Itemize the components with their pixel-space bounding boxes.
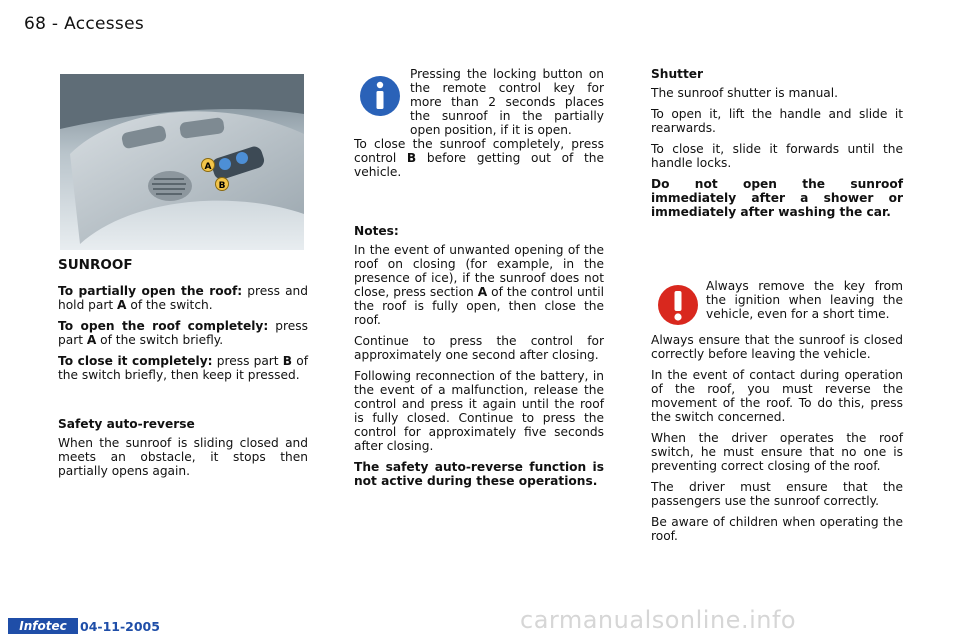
shutter-p3: To close it, slide it forwards until the handle locks.: [651, 142, 903, 170]
info-icon: [354, 70, 406, 122]
photo-label-b: B: [218, 181, 226, 191]
warning-p6: Be aware of children when operating the roof.: [651, 515, 903, 543]
warning-text-top: [706, 279, 903, 328]
shutter-warning-text: Do not open the sunroof immediately after a shower or immediately after washing the car.: [651, 177, 903, 219]
warning-section: [651, 333, 903, 550]
shutter-warning: [651, 177, 903, 226]
warning-icon: [652, 279, 704, 331]
close-text: To close the sunroof completely, press control B before getting out of the vehicle.: [354, 137, 604, 179]
shutter-p1: The sunroof shutter is manual.: [651, 86, 839, 100]
page-header: 68 - Accesses: [24, 14, 144, 34]
column-1: [58, 258, 308, 389]
info-text-top: [410, 67, 604, 144]
notes-title: Notes:: [354, 224, 399, 238]
shutter-section: [651, 67, 903, 177]
notes-p2: Continue to press the control for approximately one second after closing.: [354, 334, 604, 362]
section-title-sunroof: SUNROOF: [58, 257, 133, 273]
notes-p1: In the event of unwanted opening of the roof on closing (for example, in the presence of ice), if the sunroof does not close, press section A of the control until the roof is fully open, then close the roof.: [354, 243, 604, 327]
info-text-1: Pressing the locking button on the remote control key for more than 2 seconds places the sunroof in the partially open position, if it is open.: [410, 67, 604, 137]
sunroof-switch-photo: [60, 74, 304, 250]
notes-warning: The safety auto-reverse function is not active during these operations.: [354, 460, 604, 488]
notes-p3: Following reconnection of the battery, in the event of a malfunction, release the control and press it again until the roof is fully closed. Continue to press the control for approximately five seconds after closing.: [354, 369, 604, 453]
photo-label-a: A: [204, 162, 212, 172]
shutter-p2: To open it, lift the handle and slide it rearwards.: [651, 107, 903, 135]
shutter-title: Shutter: [651, 67, 704, 81]
warning-p2: Always ensure that the sunroof is closed correctly before leaving the vehicle.: [651, 333, 903, 361]
safety-title: Safety auto-reverse: [58, 417, 195, 431]
safety-text: When the sunroof is sliding closed and meets an obstacle, it stops then partially opens again.: [58, 436, 308, 478]
notes-section: [354, 224, 604, 495]
warning-p3: In the event of contact during operation of the roof, you must reverse the movement of the roof. To do this, press the switch concerned.: [651, 368, 903, 424]
paragraph-full-open: To open the roof completely: press part A of the switch briefly.: [58, 319, 308, 347]
close-before-exit: [354, 137, 604, 186]
warning-p4: When the driver operates the roof switch, he must ensure that no one is preventing correct closing of the roof.: [651, 431, 903, 473]
watermark: carmanualsonline.info: [520, 606, 797, 634]
warning-p5: The driver must ensure that the passengers use the sunroof correctly.: [651, 480, 903, 508]
warning-text-1: Always remove the key from the ignition when leaving the vehicle, even for a short time.: [706, 279, 903, 321]
footer-date: 04-11-2005: [80, 619, 160, 634]
paragraph-partial-open: To partially open the roof: press and hold part A of the switch.: [58, 284, 308, 312]
safety-section: [58, 417, 308, 485]
paragraph-close: To close it completely: press part B of the switch briefly, then keep it pressed.: [58, 354, 308, 382]
infotec-logo: Infotec: [8, 618, 78, 634]
